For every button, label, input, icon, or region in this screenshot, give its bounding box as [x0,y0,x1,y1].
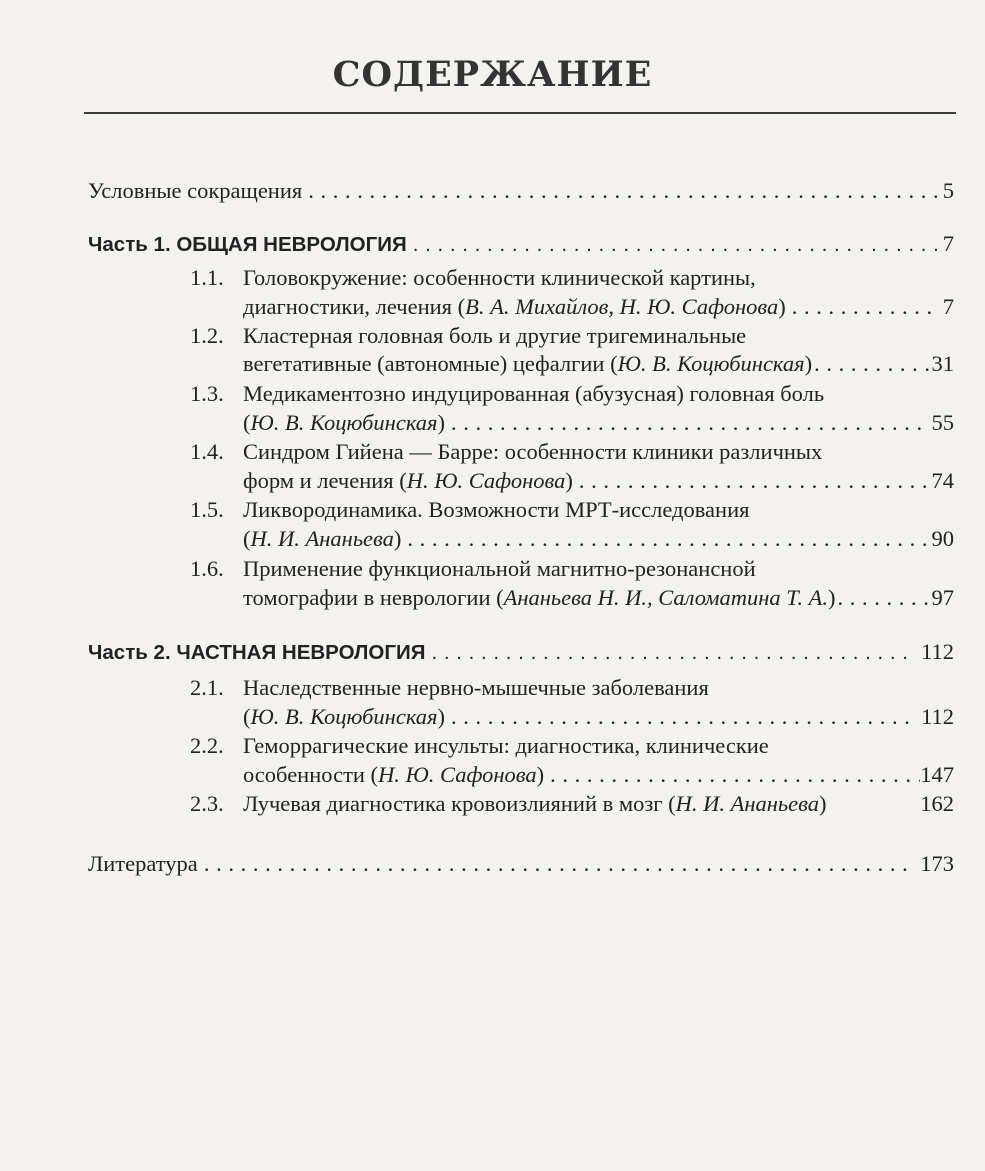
toc-entry-title: Наследственные нервно-мышечные заболевания [243,675,709,700]
leader-dots [413,231,937,259]
toc-part-label: Часть 1. ОБЩАЯ НЕВРОЛОГИЯ [88,233,407,256]
leader-dots [838,584,930,612]
page-title: СОДЕРЖАНИЕ [332,54,653,95]
toc-page-number: 55 [931,410,954,435]
toc-entry-title: Ликвородинамика. Возможности МРТ-исследования [243,497,750,522]
toc-entry-number: 1.1. [190,265,224,290]
toc-entry-number: 1.3. [190,381,224,406]
toc-page-number: 97 [931,585,954,610]
toc-entry-title-cont: вегетативные (автономные) цефалгии ( [243,351,618,376]
leader-dots [431,639,915,667]
toc-entry-number: 2.2. [190,733,224,758]
toc-entry-number: 2.1. [190,675,224,700]
paren: ) [818,791,827,816]
paren: ) [828,585,836,610]
toc-page-number: 7 [942,231,954,256]
toc-part-2[interactable] [88,638,954,667]
toc-entry-title: Головокружение: особенности клинической картины, [243,265,756,290]
toc-entry-author: Н. Ю. Сафонова [406,468,566,493]
paren: ) [536,762,545,787]
toc-entry-title-cont: особенности ( [243,762,379,787]
toc-page-number: 7 [942,294,954,319]
title-divider [84,112,956,114]
leader-dots [792,293,937,321]
paren: ) [437,410,446,435]
paren: ) [565,468,573,493]
toc-entry-title-cont: ( [243,526,251,551]
toc-entry-title: Медикаментозно индуцированная (абузусная) головная боль [243,381,825,406]
toc-entry-number: 1.6. [190,556,224,581]
toc-entry-title: Применение функциональной магнитно-резонансной [243,556,756,581]
leader-dots [550,761,920,789]
toc-entry-title: Геморрагические инсульты: диагностика, клинические [243,733,769,758]
toc-entry-author: Н. И. Ананьева [675,791,819,816]
leader-dots [308,177,937,205]
toc-entry-title: Синдром Гийена — Барре: особенности клиники различных [243,439,823,464]
leader-dots [451,409,925,437]
toc-entry-author: В. А. Михайлов, Н. Ю. Сафонова [465,294,779,319]
leader-dots [579,467,926,495]
toc-part-label: Часть 2. ЧАСТНАЯ НЕВРОЛОГИЯ [88,641,426,664]
toc-entry-number: 2.3. [190,791,224,816]
toc-entry-literature[interactable] [88,850,954,878]
paren: ) [778,294,786,319]
toc-entry-author: Ананьева Н. И., Саломатина Т. А. [503,585,829,610]
toc-page-number: 90 [931,526,954,551]
toc-entry-number: 1.5. [190,497,224,522]
toc-page-number: 112 [921,639,954,664]
toc-entry-author: Н. И. Ананьева [250,526,394,551]
toc-entry-author: Ю. В. Коцюбинская [250,410,438,435]
toc-entry-2-3[interactable] [190,790,954,818]
paren: ) [804,351,813,376]
toc-page-number: 162 [920,791,954,816]
paren: ) [393,526,402,551]
leader-dots [814,350,929,378]
toc-page-number: 147 [920,762,954,787]
toc-entry-title-cont: ( [243,704,251,729]
toc-entry-abbreviations[interactable] [88,177,954,205]
toc-entry-number: 1.2. [190,323,224,348]
toc-entry-title: Лучевая диагностика кровоизлияний в мозг ( [243,791,676,816]
toc-entry-title: Кластерная головная боль и другие тригеминальные [243,323,747,348]
toc-entry-label: Условные сокращения [88,178,303,203]
toc-entry-title-cont: ( [243,410,251,435]
toc-page-number: 74 [931,468,954,493]
leader-dots [407,525,925,553]
toc-entry-title-cont: томографии в неврологии ( [243,585,504,610]
toc-entry-author: Н. Ю. Сафонова [378,762,537,787]
paren: ) [437,704,446,729]
toc-page-number: 31 [931,351,954,376]
toc-page-number: 173 [920,851,954,876]
toc-entry-title-cont: диагностики, лечения ( [243,294,466,319]
toc-entry-label: Литература [88,851,198,876]
toc-part-1[interactable] [88,230,954,259]
toc-page-number: 112 [921,704,954,729]
toc-entry-author: Ю. В. Коцюбинская [250,704,438,729]
toc-entry-number: 1.4. [190,439,224,464]
toc-entry-author: Ю. В. Коцюбинская [617,351,805,376]
leader-dots [204,850,914,878]
toc-entry-title-cont: форм и лечения ( [243,468,407,493]
leader-dots [451,703,915,731]
toc-page-number: 5 [942,178,954,203]
